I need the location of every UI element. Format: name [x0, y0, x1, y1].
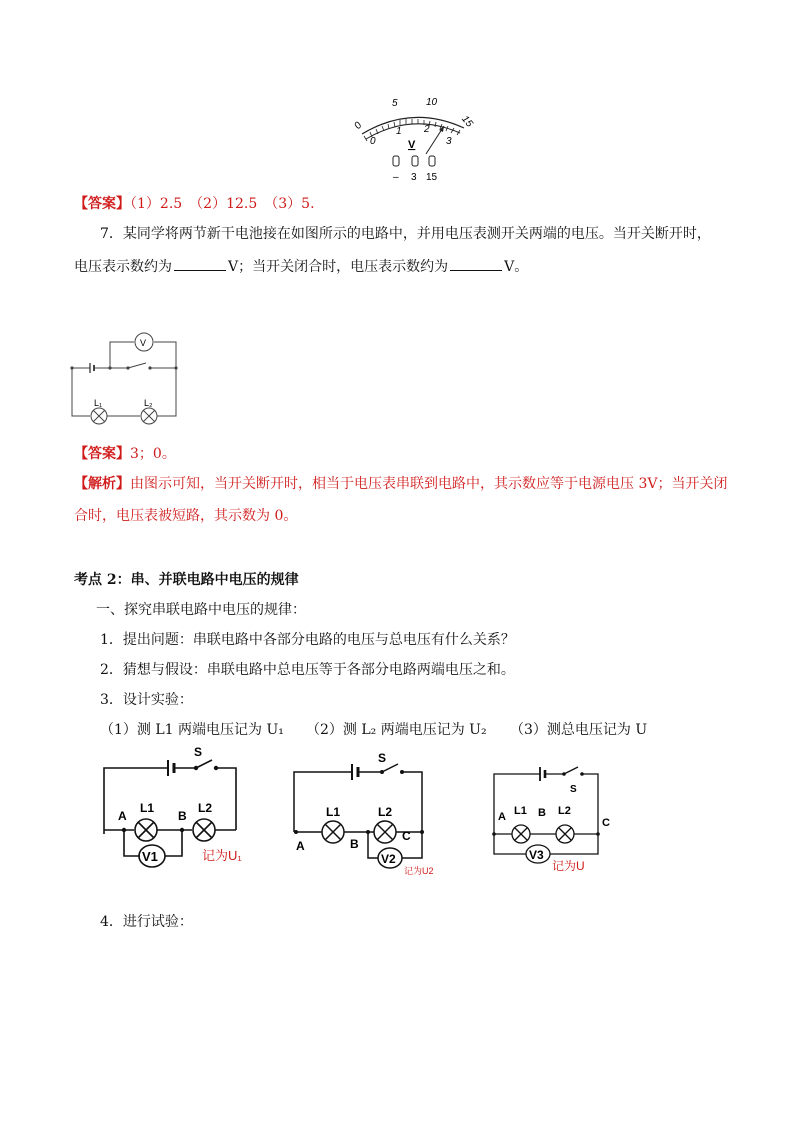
sub-item-2: （2）测 L₂ 两端电压记为 U₂: [306, 722, 487, 738]
q7-meter-label: V: [140, 338, 147, 348]
answer-7-text: 3；0。: [130, 446, 176, 462]
circuit-diagram-1: [96, 744, 266, 878]
voltmeter-dial-figure: [340, 92, 490, 187]
dial-bottom-0: 0: [370, 136, 376, 147]
q7-part-a: 电压表示数约为: [74, 259, 172, 275]
d3-lamp1-label: L1: [514, 805, 527, 817]
dial-bottom-1: 1: [396, 126, 402, 137]
dial-bottom-2: 2: [424, 124, 430, 135]
d3-lamp2-label: L2: [558, 805, 571, 817]
q7-lamp1-label: L₁: [94, 398, 103, 408]
q7-lamp2-label: L₂: [144, 398, 153, 408]
dial-unit: V: [408, 139, 416, 151]
analysis-7-line2: 合时，电压表被短路，其示数为 0。: [74, 508, 298, 524]
d1-lamp2-label: L2: [198, 801, 213, 815]
answer-7-label: 【答案】: [74, 446, 130, 462]
circuit-q7: [66, 330, 190, 430]
section-2-title: 考点 2：串、并联电路中电压的规律: [74, 572, 299, 588]
circuit-diagram-2: [286, 750, 446, 880]
d1-meter-label: V1: [142, 849, 158, 864]
answer-6: [74, 194, 315, 214]
analysis-7-text-1: 由图示可知，当开关断开时，相当于电压表串联到电路中，其示数应等于电源电压 3V；当开关闭: [130, 476, 728, 492]
section-2-item1: 1．提出问题：串联电路中各部分电路的电压与总电压有什么关系？: [100, 632, 515, 648]
d1-point-b: B: [178, 809, 187, 823]
d2-note: 记为U2: [404, 866, 434, 876]
d3-note: 记为U: [552, 859, 585, 873]
d1-switch-label: S: [194, 745, 203, 759]
d2-lamp2-label: L2: [378, 805, 393, 819]
dial-top-10: 10: [426, 97, 438, 108]
d1-lamp1-label: L1: [140, 801, 155, 815]
d2-point-b: B: [350, 837, 359, 851]
terminal-minus: –: [393, 172, 399, 183]
d2-lamp1-label: L1: [326, 805, 341, 819]
q7-part-c: V。: [504, 259, 529, 275]
section-2-item2: 2．猜想与假设：串联电路中总电压等于各部分电路两端电压之和。: [100, 662, 515, 678]
sub-item-3: （3）测总电压记为 U: [510, 722, 648, 738]
analysis-7-line1: [74, 474, 727, 494]
dial-top-5: 5: [392, 98, 398, 109]
answer-label: 【答案】: [74, 196, 130, 212]
dial-bottom-3: 3: [446, 136, 452, 147]
d2-meter-label: V2: [381, 852, 396, 866]
dial-top-15: 15: [459, 113, 475, 130]
q7-blank-2: [450, 256, 502, 271]
d3-switch-label: S: [570, 784, 577, 795]
analysis-label: 【解析】: [74, 476, 130, 492]
d3-point-a: A: [498, 811, 506, 823]
d2-switch-label: S: [378, 751, 387, 765]
q7-line2: [74, 256, 528, 277]
d2-point-c: C: [402, 829, 411, 843]
q7-line1: 7．某同学将两节新干电池接在如图所示的电路中，并用电压表测开关两端的电压。当开关断开时，: [100, 226, 711, 242]
q7-part-b: V；当开关闭合时，电压表示数约为: [228, 259, 449, 275]
dial-top-0: 0: [352, 120, 365, 132]
d3-point-b: B: [538, 807, 546, 819]
section-2-item4: 4．进行试验：: [100, 914, 193, 930]
circuit-diagram-3: [480, 752, 640, 878]
section-2-item3: 3．设计实验：: [100, 692, 193, 708]
terminal-3: 3: [411, 172, 417, 183]
d2-point-a: A: [296, 839, 305, 853]
d3-meter-label: V3: [529, 848, 544, 862]
d3-point-c: C: [602, 817, 610, 829]
q7-blank-1: [174, 256, 226, 271]
section-2-item0: 一、探究串联电路中电压的规律：: [96, 602, 306, 618]
d1-point-a: A: [118, 809, 127, 823]
answer-7: [74, 444, 176, 464]
terminal-15: 15: [426, 172, 438, 183]
answer-6-text: （1）2.5 （2）12.5 （3）5.: [130, 196, 315, 212]
d1-note: 记为U₁: [202, 848, 242, 863]
sub-item-1: （1）测 L1 两端电压记为 U₁: [100, 722, 284, 738]
